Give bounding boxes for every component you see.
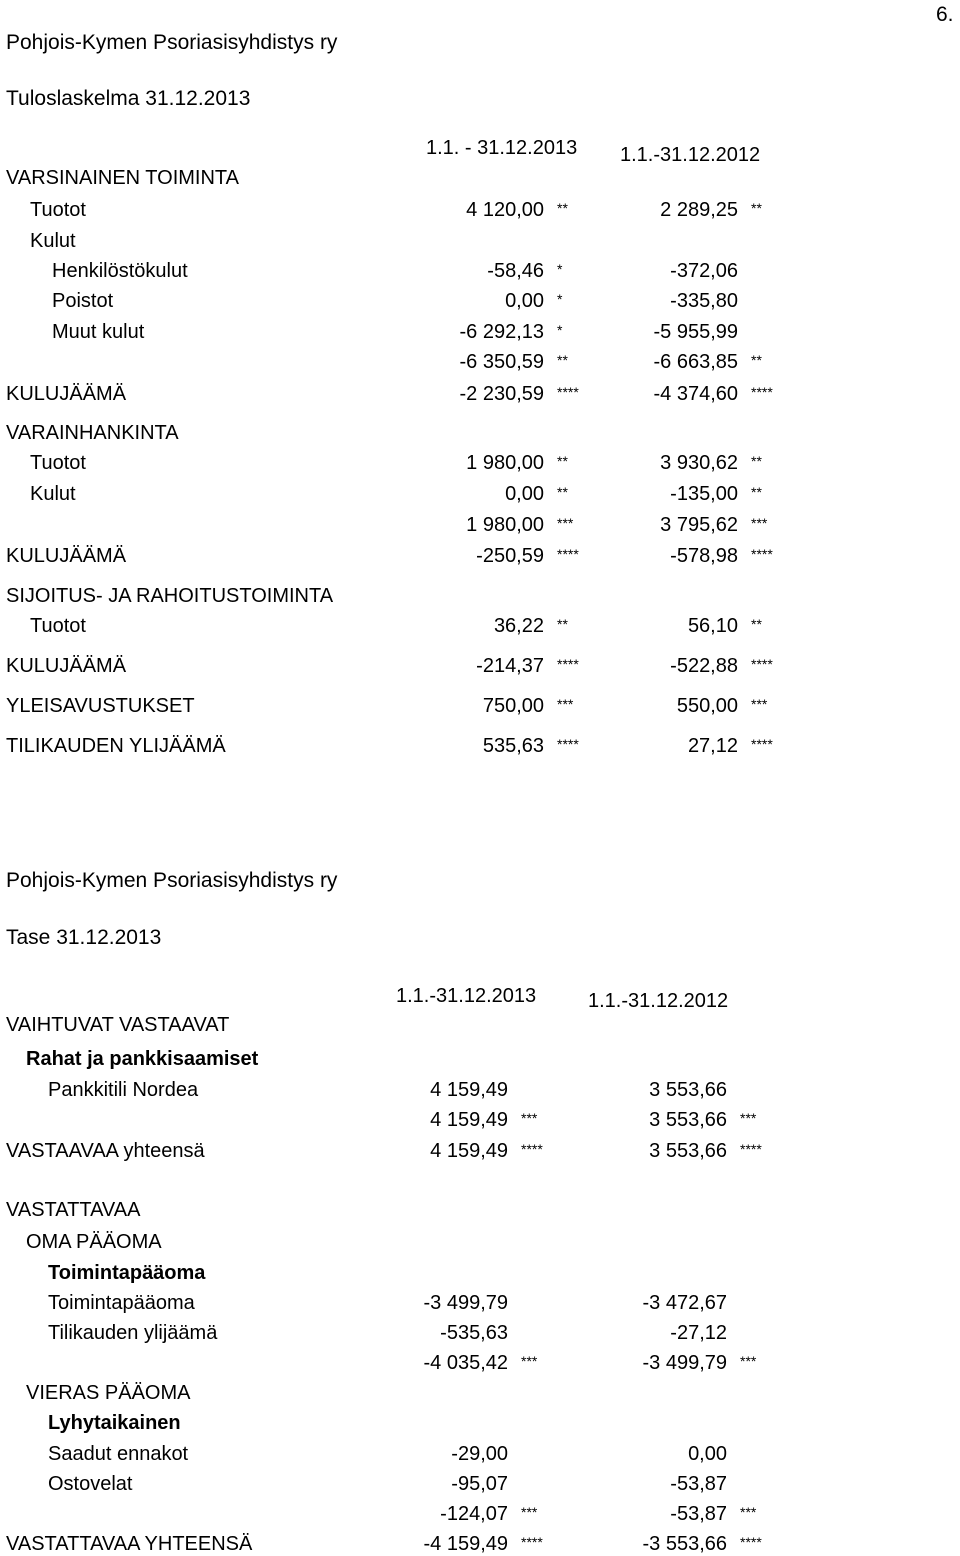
balance-value-current: -4 035,42 bbox=[423, 1352, 508, 1374]
balance-row-label: Tilikauden ylijäämä bbox=[48, 1322, 218, 1344]
income-value-previous: -578,98 bbox=[670, 545, 738, 567]
balance-row-label: Lyhytaikainen bbox=[48, 1412, 181, 1434]
income-value-previous: -372,06 bbox=[670, 260, 738, 282]
balance-row-label: VASTATTAVAA YHTEENSÄ bbox=[6, 1533, 253, 1555]
income-value-current: 750,00 bbox=[482, 695, 544, 717]
balance-value-current: -124,07 bbox=[440, 1503, 508, 1525]
income-marker-previous: **** bbox=[751, 384, 773, 400]
income-marker-previous: **** bbox=[751, 656, 773, 672]
income-org-name: Pohjois-Kymen Psoriasisyhdistys ry bbox=[6, 31, 338, 54]
balance-value-previous: -53,87 bbox=[670, 1473, 727, 1495]
income-marker-current: ** bbox=[557, 453, 568, 469]
income-row-label: Muut kulut bbox=[52, 321, 145, 343]
income-row-label: Poistot bbox=[52, 290, 114, 312]
income-marker-current: ** bbox=[557, 484, 568, 500]
income-value-current: 1 980,00 bbox=[466, 514, 544, 536]
income-row-label: VARSINAINEN TOIMINTA bbox=[6, 167, 239, 189]
balance-row-label: Pankkitili Nordea bbox=[48, 1079, 199, 1101]
income-marker-current: *** bbox=[557, 515, 574, 531]
balance-value-previous: -3 553,66 bbox=[642, 1533, 727, 1555]
income-value-previous: -135,00 bbox=[670, 483, 738, 505]
balance-value-current: -29,00 bbox=[451, 1443, 508, 1465]
income-marker-current: *** bbox=[557, 696, 574, 712]
income-value-previous: 550,00 bbox=[676, 695, 738, 717]
income-value-previous: 27,12 bbox=[687, 735, 738, 757]
income-value-current: -2 230,59 bbox=[459, 383, 544, 405]
income-value-previous: -6 663,85 bbox=[653, 351, 738, 373]
balance-marker-previous: *** bbox=[740, 1353, 757, 1369]
income-row-label: Kulut bbox=[30, 483, 76, 505]
income-row-label: KULUJÄÄMÄ bbox=[6, 545, 127, 567]
income-col2-header: 1.1.-31.12.2012 bbox=[620, 144, 761, 166]
balance-marker-previous: *** bbox=[740, 1504, 757, 1520]
balance-value-current: -4 159,49 bbox=[423, 1533, 508, 1555]
income-marker-previous: ** bbox=[751, 484, 762, 500]
income-value-current: 0,00 bbox=[505, 290, 544, 312]
income-marker-current: ** bbox=[557, 200, 568, 216]
income-marker-current: * bbox=[557, 261, 563, 277]
income-marker-previous: ** bbox=[751, 200, 762, 216]
income-col1-header: 1.1. - 31.12.2013 bbox=[426, 137, 578, 159]
income-marker-current: **** bbox=[557, 384, 579, 400]
income-value-current: -214,37 bbox=[476, 655, 544, 677]
income-row-label: VARAINHANKINTA bbox=[6, 422, 179, 444]
balance-row-label: Saadut ennakot bbox=[48, 1443, 189, 1465]
balance-title: Tase 31.12.2013 bbox=[6, 926, 162, 949]
balance-marker-current: **** bbox=[521, 1141, 543, 1157]
income-value-current: -58,46 bbox=[487, 260, 544, 282]
income-value-current: -6 292,13 bbox=[459, 321, 544, 343]
income-marker-previous: **** bbox=[751, 546, 773, 562]
income-title: Tuloslaskelma 31.12.2013 bbox=[6, 87, 251, 110]
balance-value-previous: -3 472,67 bbox=[642, 1292, 727, 1314]
balance-row-label: Toimintapääoma bbox=[48, 1292, 195, 1314]
income-value-previous: 3 930,62 bbox=[660, 452, 738, 474]
income-marker-current: * bbox=[557, 322, 563, 338]
income-value-current: 1 980,00 bbox=[466, 452, 544, 474]
income-marker-current: **** bbox=[557, 736, 579, 752]
balance-marker-current: *** bbox=[521, 1504, 538, 1520]
balance-value-previous: -27,12 bbox=[670, 1322, 727, 1344]
income-marker-previous: ** bbox=[751, 453, 762, 469]
income-marker-previous: ** bbox=[751, 616, 762, 632]
balance-value-previous: -53,87 bbox=[670, 1503, 727, 1525]
balance-row-label: VASTATTAVAA bbox=[6, 1199, 141, 1221]
balance-row-label: Toimintapääoma bbox=[48, 1262, 206, 1284]
balance-row-label: OMA PÄÄOMA bbox=[26, 1231, 162, 1253]
income-value-current: 4 120,00 bbox=[466, 199, 544, 221]
income-value-current: -250,59 bbox=[476, 545, 544, 567]
balance-value-current: -95,07 bbox=[451, 1473, 508, 1495]
balance-row-label: VAIHTUVAT VASTAAVAT bbox=[6, 1014, 230, 1036]
income-row-label: SIJOITUS- JA RAHOITUSTOIMINTA bbox=[6, 585, 334, 607]
balance-marker-previous: **** bbox=[740, 1141, 762, 1157]
balance-marker-previous: *** bbox=[740, 1110, 757, 1126]
balance-value-previous: -3 499,79 bbox=[642, 1352, 727, 1374]
income-value-current: 535,63 bbox=[482, 735, 544, 757]
balance-col2-header: 1.1.-31.12.2012 bbox=[588, 990, 729, 1012]
income-marker-current: ** bbox=[557, 352, 568, 368]
income-value-previous: -335,80 bbox=[670, 290, 738, 312]
income-value-previous: 3 795,62 bbox=[660, 514, 738, 536]
balance-marker-previous: **** bbox=[740, 1534, 762, 1550]
income-marker-current: **** bbox=[557, 546, 579, 562]
income-row-label: KULUJÄÄMÄ bbox=[6, 383, 127, 405]
balance-value-current: 4 159,49 bbox=[430, 1140, 508, 1162]
balance-value-previous: 3 553,66 bbox=[649, 1109, 727, 1131]
balance-row-label: VIERAS PÄÄOMA bbox=[26, 1382, 191, 1404]
balance-value-current: -3 499,79 bbox=[423, 1292, 508, 1314]
page-number: 6. bbox=[936, 3, 954, 26]
income-marker-previous: **** bbox=[751, 736, 773, 752]
income-value-current: -6 350,59 bbox=[459, 351, 544, 373]
income-value-previous: -4 374,60 bbox=[653, 383, 738, 405]
income-row-label: YLEISAVUSTUKSET bbox=[6, 695, 195, 717]
balance-row-label: VASTAAVAA yhteensä bbox=[6, 1140, 205, 1162]
income-row-label: TILIKAUDEN YLIJÄÄMÄ bbox=[6, 735, 226, 757]
income-row-label: Tuotot bbox=[30, 615, 86, 637]
income-value-current: 36,22 bbox=[493, 615, 544, 637]
income-row-label: Kulut bbox=[30, 230, 76, 252]
income-value-previous: -522,88 bbox=[670, 655, 738, 677]
income-marker-previous: ** bbox=[751, 352, 762, 368]
income-marker-previous: *** bbox=[751, 696, 768, 712]
income-marker-current: **** bbox=[557, 656, 579, 672]
balance-marker-current: *** bbox=[521, 1353, 538, 1369]
income-row-label: Henkilöstökulut bbox=[52, 260, 188, 282]
income-value-previous: -5 955,99 bbox=[653, 321, 738, 343]
balance-marker-current: *** bbox=[521, 1110, 538, 1126]
income-value-current: 0,00 bbox=[505, 483, 544, 505]
income-value-previous: 2 289,25 bbox=[660, 199, 738, 221]
income-row-label: Tuotot bbox=[30, 199, 86, 221]
income-marker-previous: *** bbox=[751, 515, 768, 531]
balance-org-name: Pohjois-Kymen Psoriasisyhdistys ry bbox=[6, 869, 338, 892]
balance-row-label: Ostovelat bbox=[48, 1473, 133, 1495]
balance-col1-header: 1.1.-31.12.2013 bbox=[396, 985, 537, 1007]
income-marker-current: ** bbox=[557, 616, 568, 632]
balance-marker-current: **** bbox=[521, 1534, 543, 1550]
balance-value-previous: 0,00 bbox=[688, 1443, 727, 1465]
balance-value-current: 4 159,49 bbox=[430, 1109, 508, 1131]
income-marker-current: * bbox=[557, 291, 563, 307]
balance-value-previous: 3 553,66 bbox=[649, 1079, 727, 1101]
balance-value-current: -535,63 bbox=[440, 1322, 508, 1344]
income-value-previous: 56,10 bbox=[687, 615, 738, 637]
balance-row-label: Rahat ja pankkisaamiset bbox=[26, 1048, 259, 1070]
income-row-label: Tuotot bbox=[30, 452, 86, 474]
balance-value-previous: 3 553,66 bbox=[649, 1140, 727, 1162]
income-row-label: KULUJÄÄMÄ bbox=[6, 655, 127, 677]
balance-value-current: 4 159,49 bbox=[430, 1079, 508, 1101]
